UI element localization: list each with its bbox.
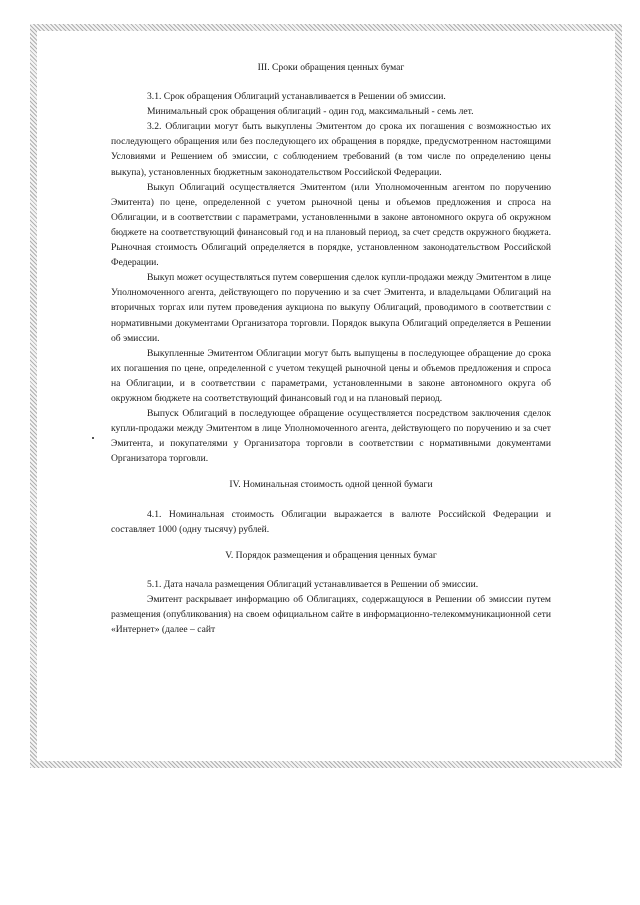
paragraph-3-2: 3.2. Облигации могут быть выкуплены Эмитентом до срока их погашения с возможностью их последующего обращения или без последующего их обращения в порядке, предусмотренном настоящими Условиями и Решением об эмиссии, с соблюдением требований (в том числе по определению цены выкупа), установленных бюджетным законодательством Российской Федерации. [111, 121, 551, 178]
margin-mark [92, 437, 94, 439]
paragraph-buyback-method: Выкуп может осуществляться путем совершения сделок купли-продажи между Эмитентом в лице Уполномоченного агента, действующего по поручению и за счет Эмитента, и владельцами Облигаций на вторичных торгах или путем проведения аукциона по выкупу Облигаций, проводимого в соответствии с нормативными документами Организатора торговли. Порядок выкупа Облигаций определяется в Решении об эмиссии. [111, 272, 551, 344]
section-3-heading: III. Сроки обращения ценных бумаг [257, 62, 405, 73]
paragraph-3-1-term: Минимальный срок обращения облигаций - один год, максимальный - семь лет. [147, 106, 474, 118]
paragraph-3-1: 3.1. Срок обращения Облигаций устанавливается в Решении об эмиссии. [147, 91, 446, 103]
paragraph-4-1: 4.1. Номинальная стоимость Облигации выражается в валюте Российской Федерации и составляет 1000 (одну тысячу) рублей. [111, 508, 551, 535]
paragraph-disclosure: Эмитент раскрывает информацию об Облигациях, содержащуюся в Решении об эмиссии путем размещения (опубликования) на своем официальном сайте в информационно-телекоммуникационной сети «Интернет» (далее – сайт [111, 593, 551, 636]
paragraph-reissue-method: Выпуск Облигаций в последующее обращение осуществляется посредством заключения сделок купли-продажи между Эмитентом в лице Уполномоченного агента, действующего по поручению и за счет Эмитента, и покупателями у Организатора торговли в соответствии с нормативными документами Организатора торговли. [111, 408, 551, 465]
document-page [111, 60, 551, 637]
paragraph-reissue-price: Выкупленные Эмитентом Облигации могут быть выпущены в последующее обращение до срока их погашения по цене, определенной с учетом текущей рыночной цены и объемов предложения и спроса на Облигации, и в соответствии с параметрами, установленными в законе автономного округа об окружном бюджете на соответствующий финансовый год и на плановый период. [111, 347, 551, 404]
paragraph-5-1: 5.1. Дата начала размещения Облигаций устанавливается в Решении об эмиссии. [147, 578, 479, 590]
paragraph-buyback-price: Выкуп Облигаций осуществляется Эмитентом (или Уполномоченным агентом по поручению Эмитента) по цене, определенной с учетом рыночной цены и объемов предложения и спроса на Облигации, и в соответствии с параметрами, установленными в законе автономного округа об окружном бюджете на соответствующий финансовый год и на плановый период, за счет средств окружного бюджета. Рыночная стоимость Облигаций определяется в порядке, установленном законодательством Российской Федерации. [111, 181, 551, 269]
section-4-heading: IV. Номинальная стоимость одной ценной бумаги [229, 479, 433, 491]
section-5-heading: V. Порядок размещения и обращения ценных бумаг [225, 549, 437, 561]
